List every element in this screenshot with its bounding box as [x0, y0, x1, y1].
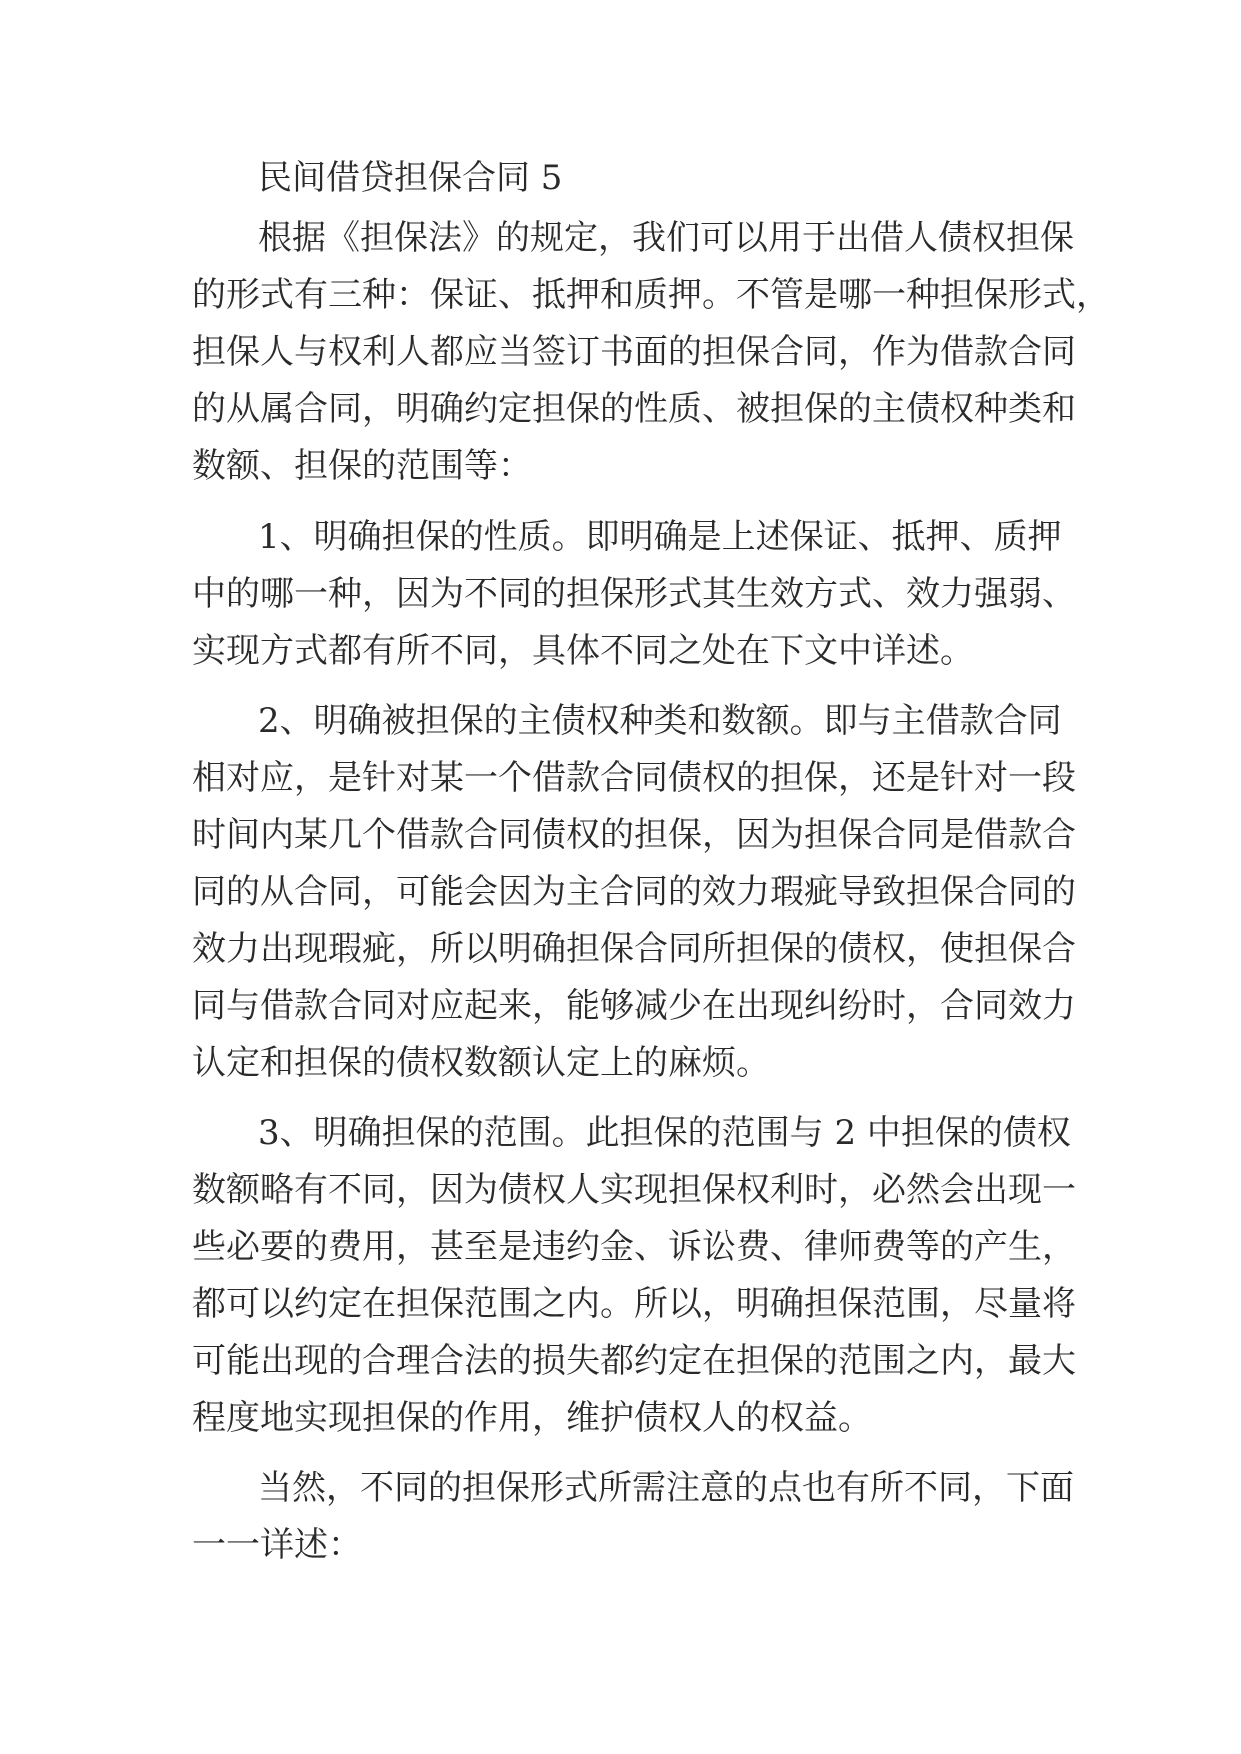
paragraph-3-line-1: 2、明确被担保的主债权种类和数额。即与主借款合同	[258, 701, 1062, 741]
paragraph-3-line-6: 同与借款合同对应起来，能够减少在出现纠纷时，合同效力	[192, 986, 1076, 1026]
paragraph-1-line-3: 担保人与权利人都应当签订书面的担保合同，作为借款合同	[192, 332, 1076, 372]
paragraph-3-line-5: 效力出现瑕疵，所以明确担保合同所担保的债权，使担保合	[192, 929, 1076, 969]
paragraph-5-line-2: 一一详述：	[192, 1525, 362, 1565]
paragraph-4-line-5: 可能出现的合理合法的损失都约定在担保的范围之内，最大	[192, 1341, 1076, 1381]
paragraph-3-line-7: 认定和担保的债权数额认定上的麻烦。	[192, 1043, 770, 1083]
paragraph-2-line-1: 1、明确担保的性质。即明确是上述保证、抵押、质押	[258, 517, 1062, 557]
paragraph-2-line-2: 中的哪一种，因为不同的担保形式其生效方式、效力强弱、	[192, 574, 1076, 614]
paragraph-4-line-6: 程度地实现担保的作用，维护债权人的权益。	[192, 1398, 872, 1438]
paragraph-3-line-2: 相对应，是针对某一个借款合同债权的担保，还是针对一段	[192, 758, 1076, 798]
paragraph-1-line-5: 数额、担保的范围等：	[192, 446, 532, 486]
document-title: 民间借贷担保合同 5	[258, 158, 563, 198]
paragraph-1-line-1: 根据《担保法》的规定，我们可以用于出借人债权担保	[258, 218, 1074, 258]
paragraph-3-line-4: 同的从合同，可能会因为主合同的效力瑕疵导致担保合同的	[192, 872, 1076, 912]
paragraph-1-line-4: 的从属合同，明确约定担保的性质、被担保的主债权种类和	[192, 389, 1076, 429]
paragraph-5-line-1: 当然，不同的担保形式所需注意的点也有所不同，下面	[258, 1468, 1074, 1508]
paragraph-2-line-3: 实现方式都有所不同，具体不同之处在下文中详述。	[192, 631, 974, 671]
paragraph-1-line-2: 的形式有三种：保证、抵押和质押。不管是哪一种担保形式，	[192, 275, 1110, 315]
paragraph-4-line-4: 都可以约定在担保范围之内。所以，明确担保范围，尽量将	[192, 1284, 1076, 1324]
paragraph-4-line-3: 些必要的费用，甚至是违约金、诉讼费、律师费等的产生，	[192, 1227, 1076, 1267]
paragraph-3-line-3: 时间内某几个借款合同债权的担保，因为担保合同是借款合	[192, 815, 1076, 855]
paragraph-4-line-2: 数额略有不同，因为债权人实现担保权利时，必然会出现一	[192, 1170, 1076, 1210]
paragraph-4-line-1: 3、明确担保的范围。此担保的范围与 2 中担保的债权	[258, 1113, 1071, 1153]
